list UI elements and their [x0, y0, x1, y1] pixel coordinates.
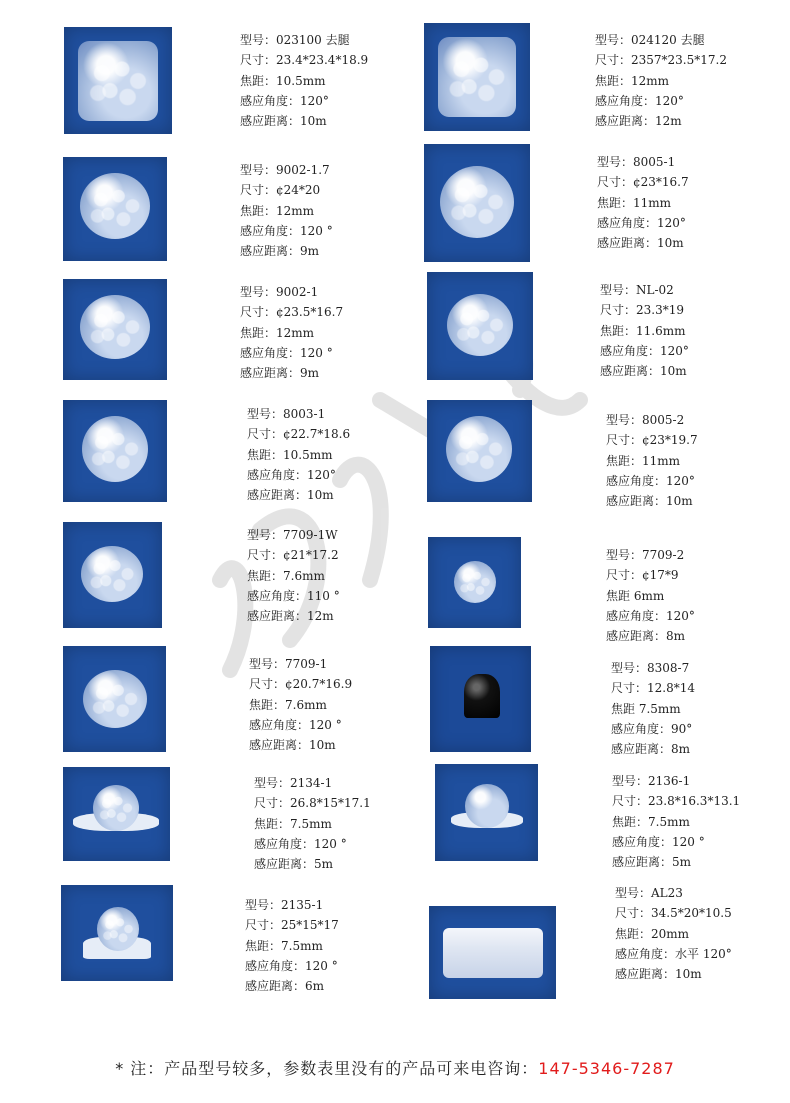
angle-label: 感应角度：120°: [597, 215, 686, 230]
product-photo: [63, 400, 167, 502]
angle-label: 感应角度：120 °: [254, 836, 347, 851]
focal-label: 焦距：11mm: [597, 195, 672, 210]
focal-label: 焦距：7.5mm: [254, 816, 332, 831]
product-photo: [427, 272, 533, 380]
angle-label: 感应角度：120°: [600, 343, 689, 358]
model-label: 型号：NL-02: [600, 283, 674, 297]
lens-image: [81, 546, 143, 602]
distance-label: 感应距离：10m: [606, 494, 693, 509]
focal-label: 焦距：12mm: [240, 325, 315, 340]
spec-list: [240, 160, 333, 261]
product-photo: [63, 157, 167, 261]
spec-list: [249, 654, 352, 755]
product-photo: [429, 906, 556, 999]
product-photo: [424, 23, 530, 131]
focal-label: 焦距：10.5mm: [240, 73, 326, 88]
angle-label: 感应角度：120 °: [240, 345, 333, 360]
lens-image: [97, 907, 139, 951]
spec-list: [611, 658, 695, 759]
product-photo: [424, 144, 530, 262]
size-label: 尺寸：¢22.7*18.6: [247, 427, 351, 442]
focal-label: 焦距 6mm: [606, 588, 665, 603]
product-photo: [63, 767, 170, 861]
focal-label: 焦距：12mm: [240, 203, 315, 218]
lens-image: [80, 173, 150, 239]
angle-label: 感应角度：90°: [611, 721, 693, 736]
product-photo: [61, 885, 173, 981]
focal-label: 焦距：20mm: [615, 926, 690, 941]
spec-list: [254, 773, 371, 874]
angle-label: 感应角度：120°: [606, 608, 695, 623]
product-photo: [63, 646, 166, 752]
distance-label: 感应距离：10m: [615, 967, 702, 982]
model-label: 型号：8308-7: [611, 661, 690, 675]
size-label: 尺寸：23.8*16.3*13.1: [612, 794, 741, 809]
spec-list: [615, 883, 732, 984]
model-label: 型号：8005-1: [597, 155, 676, 169]
distance-label: 感应距离：6m: [245, 979, 325, 994]
distance-label: 感应距离：12m: [595, 114, 682, 129]
angle-label: 感应角度：120°: [247, 467, 336, 482]
model-label: 型号：8005-2: [606, 413, 685, 427]
product-photo: [430, 646, 531, 752]
distance-label: 感应距离：10m: [597, 236, 684, 251]
product-photo: [63, 522, 162, 628]
focal-label: 焦距：7.6mm: [247, 568, 325, 583]
focal-label: 焦距：10.5mm: [247, 447, 333, 462]
product-photo: [435, 764, 538, 861]
distance-label: 感应距离：5m: [254, 857, 334, 872]
angle-label: 感应角度：120°: [606, 473, 695, 488]
angle-label: 感应角度：120 °: [612, 834, 705, 849]
size-label: 尺寸：23.3*19: [600, 303, 684, 318]
focal-label: 焦距：12mm: [595, 73, 670, 88]
spec-list: [240, 30, 368, 131]
footer-note: [0, 1056, 790, 1079]
distance-label: 感应距离：10m: [240, 114, 327, 129]
size-label: 尺寸：¢20.7*16.9: [249, 677, 353, 692]
distance-label: 感应距离：9m: [240, 244, 320, 259]
contact-phone: 147-5346-7287: [538, 1059, 675, 1078]
distance-label: 感应距离：10m: [249, 738, 336, 753]
size-label: 尺寸：¢17*9: [606, 568, 679, 583]
product-photo: [64, 27, 172, 134]
focal-label: 焦距：7.5mm: [612, 814, 690, 829]
model-label: 型号：2135-1: [245, 898, 324, 912]
focal-label: 焦距：7.5mm: [245, 938, 323, 953]
model-label: 型号：9002-1.7: [240, 163, 330, 177]
product-photo: [428, 537, 521, 628]
footer-note-text: * 注：产品型号较多，参数表里没有的产品可来电咨询：: [115, 1059, 539, 1078]
spec-list: [606, 545, 695, 646]
lens-image: [465, 784, 509, 828]
distance-label: 感应距离：9m: [240, 366, 320, 381]
spec-list: [606, 410, 698, 511]
angle-label: 感应角度：120 °: [249, 717, 342, 732]
model-label: 型号：2136-1: [612, 774, 691, 788]
size-label: 尺寸：2357*23.5*17.2: [595, 53, 727, 68]
distance-label: 感应距离：5m: [612, 855, 692, 870]
angle-label: 感应角度：120°: [240, 93, 329, 108]
size-label: 尺寸：26.8*15*17.1: [254, 796, 371, 811]
angle-label: 感应角度：120 °: [240, 223, 333, 238]
focal-label: 焦距 7.5mm: [611, 701, 681, 716]
model-label: 型号：AL23: [615, 886, 683, 900]
lens-image: [454, 561, 496, 603]
model-label: 型号：8003-1: [247, 407, 326, 421]
model-label: 型号：023100 去腿: [240, 33, 350, 47]
lens-image: [82, 416, 148, 482]
size-label: 尺寸：¢23*16.7: [597, 175, 689, 190]
spec-list: [247, 404, 350, 505]
model-label: 型号：9002-1: [240, 285, 319, 299]
spec-list: [240, 282, 343, 383]
spec-list: [600, 280, 689, 381]
lens-image: [464, 674, 500, 718]
size-label: 尺寸：¢23*19.7: [606, 433, 698, 448]
lens-image: [78, 41, 158, 121]
size-label: 尺寸：34.5*20*10.5: [615, 906, 732, 921]
model-label: 型号：7709-1: [249, 657, 328, 671]
size-label: 尺寸：12.8*14: [611, 681, 695, 696]
model-label: 型号：7709-2: [606, 548, 685, 562]
lens-image: [93, 785, 139, 831]
angle-label: 感应角度：110 °: [247, 588, 340, 603]
distance-label: 感应距离：8m: [611, 742, 691, 757]
spec-list: [595, 30, 727, 131]
distance-label: 感应距离：8m: [606, 629, 686, 644]
lens-image: [83, 670, 147, 728]
size-label: 尺寸：¢21*17.2: [247, 548, 339, 563]
size-label: 尺寸：¢24*20: [240, 183, 321, 198]
angle-label: 感应角度：120°: [595, 93, 684, 108]
product-photo: [63, 279, 167, 380]
focal-label: 焦距：11mm: [606, 453, 681, 468]
distance-label: 感应距离：12m: [247, 609, 334, 624]
angle-label: 感应角度：120 °: [245, 958, 338, 973]
lens-image: [438, 37, 516, 117]
distance-label: 感应距离：10m: [600, 364, 687, 379]
spec-list: [247, 525, 340, 626]
model-label: 型号：2134-1: [254, 776, 333, 790]
spec-list: [245, 895, 339, 996]
angle-label: 感应角度：水平 120°: [615, 946, 732, 961]
lens-image: [443, 928, 543, 978]
focal-label: 焦距：7.6mm: [249, 697, 327, 712]
spec-list: [612, 771, 740, 872]
focal-label: 焦距：11.6mm: [600, 323, 686, 338]
distance-label: 感应距离：10m: [247, 488, 334, 503]
lens-image: [80, 295, 150, 359]
spec-list: [597, 152, 689, 253]
product-photo: [427, 400, 532, 502]
size-label: 尺寸：¢23.5*16.7: [240, 305, 344, 320]
size-label: 尺寸：23.4*23.4*18.9: [240, 53, 369, 68]
model-label: 型号：024120 去腿: [595, 33, 705, 47]
lens-image: [446, 416, 512, 482]
model-label: 型号：7709-1W: [247, 528, 338, 542]
lens-image: [447, 294, 513, 356]
size-label: 尺寸：25*15*17: [245, 918, 339, 933]
lens-image: [440, 166, 514, 238]
